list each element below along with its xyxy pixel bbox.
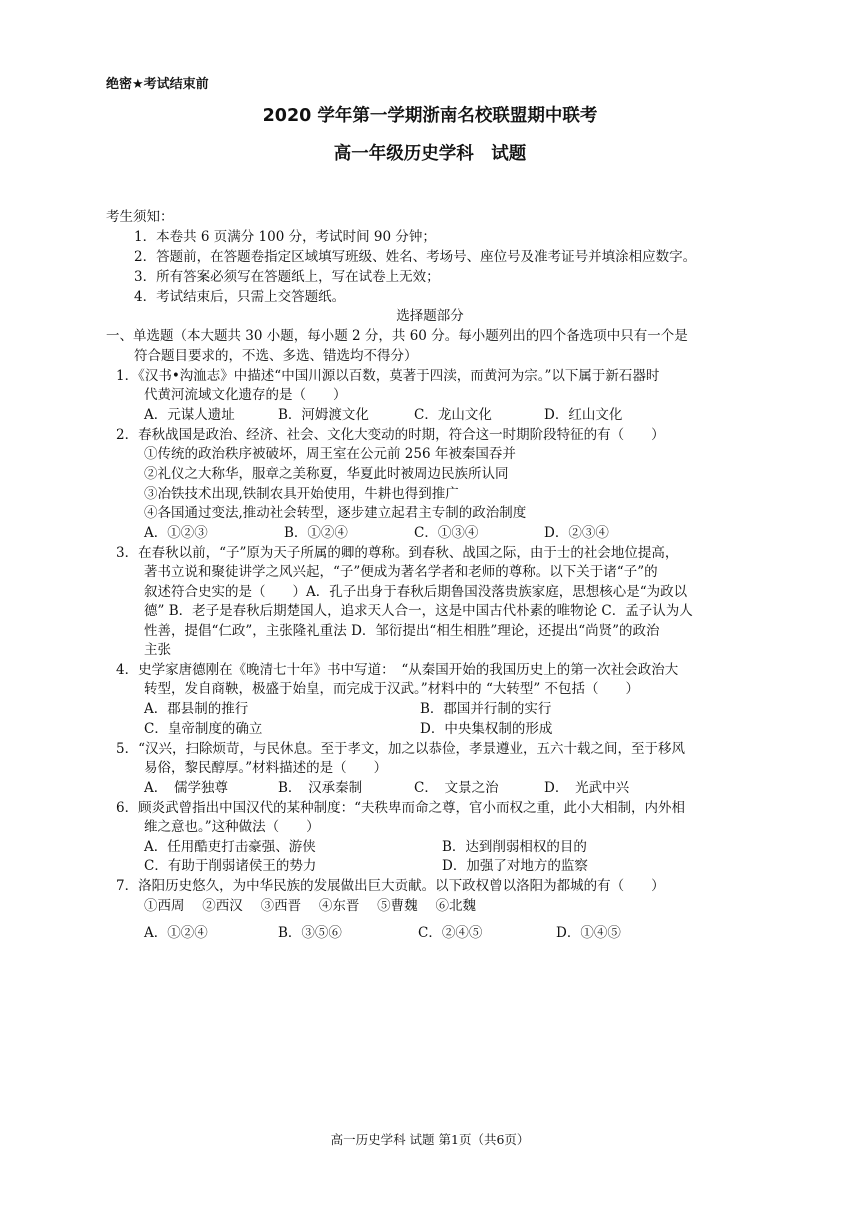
statement: ②礼仪之大称华，服章之美称夏，华夏此时被周边民族所认同	[144, 466, 509, 482]
option-a: A．元谋人遗址	[144, 407, 235, 423]
option-b: B．③⑤⑥	[278, 925, 342, 941]
option-c: C．①③④	[414, 525, 479, 541]
instructions-heading: 考生须知：	[106, 209, 174, 225]
section-title: 一、单选题（本大题共 30 小题，每小题 2 分，共 60 分。每小题列出的四个备选项中只有一个是	[106, 328, 688, 344]
instruction-item: 4．考试结束后，只需上交答题纸。	[134, 289, 346, 305]
option-d: D． 光武中兴	[544, 780, 630, 796]
question-text: 转型，发自商鞅，极盛于始皇，而完成于汉武。”材料中的 “大转型” 不包括（ ）	[144, 681, 640, 697]
option-a: A．①②③	[144, 525, 208, 541]
option-b: B． 汉承秦制	[278, 780, 363, 796]
question-text: 代黄河流域文化遗存的是（ ）	[144, 387, 347, 403]
instruction-item: 1．本卷共 6 页满分 100 分，考试时间 90 分钟；	[134, 229, 436, 245]
option-a: A．任用酷吏打击豪强、游侠	[144, 839, 316, 855]
question-text: 2．春秋战国是政治、经济、社会、文化大变动的时期，符合这一时期阶段特征的有（ ）	[116, 427, 665, 443]
option-a: A． 儒学独尊	[144, 780, 228, 796]
confidential-label: 绝密★考试结束前	[106, 77, 209, 92]
option-b: B．郡国并行制的实行	[420, 701, 552, 717]
option-c: C． 文景之治	[414, 780, 499, 796]
section-title-cont: 符合题目要求的，不选、多选、错选均不得分）	[134, 348, 418, 364]
option-b: B．①②④	[284, 525, 348, 541]
option-d: D．①④⑤	[556, 925, 621, 941]
question-text: 叙述符合史实的是（ ）A．孔子出身于春秋后期鲁国没落贵族家庭，思想核心是“为政以	[144, 584, 688, 600]
statement: ①传统的政治秩序被破坏，周王室在公元前 256 年被秦国吞并	[144, 446, 516, 462]
question-text: 维之意也。”这种做法（ ）	[144, 819, 320, 835]
question-text: 易俗，黎民醇厚。”材料描述的是（ ）	[144, 760, 388, 776]
option-c: C．皇帝制度的确立	[144, 721, 263, 737]
question-text: 1．《汉书•沟洫志》中描述“中国川源以百数，莫著于四渎，而黄河为宗。”以下属于新石器时	[116, 368, 660, 384]
question-text: 7．洛阳历史悠久，为中华民族的发展做出巨大贡献。以下政权曾以洛阳为都城的有（ ）	[116, 878, 665, 894]
question-text: 3．在春秋以前，“子”原为天子所属的卿的尊称。到春秋、战国之际，由于士的社会地位提高，	[116, 545, 679, 561]
question-text: 5．“汉兴，扫除烦苛，与民休息。至于孝文，加之以恭俭，孝景遵业，五六十载之间，至于移风	[116, 741, 685, 757]
option-d: D．红山文化	[544, 407, 623, 423]
option-c: C．②④⑤	[418, 925, 483, 941]
option-d: D．加强了对地方的监察	[442, 858, 588, 874]
exam-subtitle: 高一年级历史学科 试题	[333, 144, 527, 164]
question-text: 主张	[144, 642, 171, 658]
statement: ③冶铁技术出现,铁制农具开始使用，牛耕也得到推广	[144, 486, 459, 502]
statement: ④各国通过变法,推动社会转型，逐步建立起君主专制的政治制度	[144, 505, 527, 521]
section-heading: 选择题部分	[396, 308, 464, 324]
question-text: 著书立说和聚徒讲学之风兴起，“子”便成为著名学者和老师的尊称。以下关于诸“子”的	[144, 564, 658, 580]
option-a: A．郡县制的推行	[144, 701, 249, 717]
question-text: 6．顾炎武曾指出中国汉代的某种制度：“夫秩卑而命之尊，官小而权之重，此小大相制，内外相	[116, 800, 685, 816]
option-c: C．龙山文化	[414, 407, 492, 423]
instruction-item: 2．答题前，在答题卷指定区域填写班级、姓名、考场号、座位号及准考证号并填涂相应数字。	[134, 249, 697, 265]
page-footer: 高一历史学科 试题 第1页（共6页）	[330, 1132, 530, 1147]
option-d: D．中央集权制的形成	[420, 721, 553, 737]
option-b: B．河姆渡文化	[278, 407, 369, 423]
question-text: 德” B．老子是春秋后期楚国人，追求天人合一，这是中国古代朴素的唯物论 C．孟子认为人	[144, 603, 693, 619]
statement: ①西周 ②西汉 ③西晋 ④东晋 ⑤曹魏 ⑥北魏	[144, 898, 476, 914]
option-b: B．达到削弱相权的目的	[442, 839, 587, 855]
exam-title: 2020 学年第一学期浙南名校联盟期中联考	[262, 106, 598, 126]
question-text: 性善，提倡“仁政”，主张隆礼重法 D．邹衍提出“相生相胜”理论，还提出“尚贤”的政治	[144, 623, 660, 639]
instruction-item: 3．所有答案必须写在答题纸上，写在试卷上无效；	[134, 269, 440, 285]
option-c: C．有助于削弱诸侯王的势力	[144, 858, 317, 874]
question-text: 4．史学家唐德刚在《晚清七十年》书中写道： “从秦国开始的我国历史上的第一次社会政治大	[116, 662, 679, 678]
option-d: D．②③④	[544, 525, 609, 541]
option-a: A．①②④	[144, 925, 208, 941]
